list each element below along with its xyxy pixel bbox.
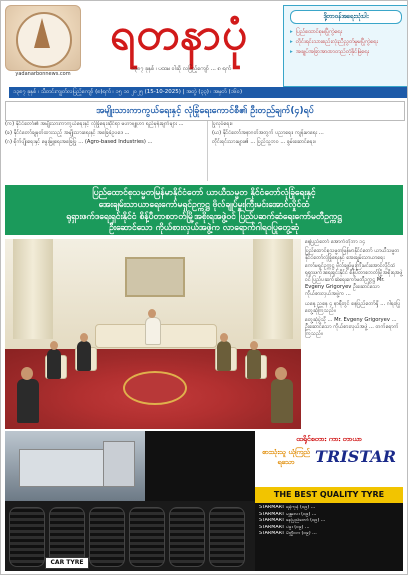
guide-item: ▸ အချုပ်အခြာအာဏာတည်တံ့ခိုင်မြဲရေး [290, 48, 402, 56]
website-url: yadanarbonnews.com [15, 71, 71, 77]
main-headline-box [5, 185, 403, 235]
main-headline-line: ဦးဆောင်သော ကိုယ်စားလှယ်အဖွဲ့က လာရောက်ဂါရဝပြုတွေ့ဆုံ [109, 223, 299, 233]
best-quality-banner: THE BEST QUALITY TYRE [255, 487, 403, 503]
brand-mm-text: ထရိုင်စတား ကား တာယာ [296, 435, 362, 443]
main-headline-line: ရုရှားဖက်ဒရေးရှင်းနိုင်ငံ စိန့်ပီတာစဘတ်မြို့အစိုးရအဖွဲ့ဝင် ပြည်ပဆက်ဆံရေးကော်မတီဥက္ကဋ္ဌ [66, 212, 342, 222]
tyre-icon [209, 507, 245, 567]
dealer-contact: STARMART ရန်ကုန် (၀၉) ... [259, 505, 316, 510]
dealer-contact: STARMART ပဲခူး (၀၉) ... [259, 524, 310, 530]
meeting-photo [5, 239, 301, 429]
tyres-image [5, 501, 255, 571]
objective-paragraph: (ဃ) နိုင်ငံတော်အနာဂတ်အတွက် ပညာရေး၊ ကျန်းမာရေး ... [212, 130, 324, 136]
guide-item: ▸ တိုင်းရင်းသားစည်းလုံးညီညွတ်မှုမပြိုကွဲရေး [290, 38, 402, 46]
car-tyre-tag: CAR TYRE [45, 557, 89, 569]
objectives-left-column [5, 121, 201, 181]
tyre-icon [129, 507, 165, 567]
article-paragraph: တွေ့ဆုံပွဲသို့ ... Mr. Evgeny Grigoryev ... ဦးဆောင်သော ကိုယ်စားလှယ်အဖွဲ့ ... တက်ရောက်ကြသည်။ [305, 317, 399, 338]
dateline-bar: ၁၃၈၇ ခုနှစ် ၊ သီတင်းကျွတ်လပြည့်ကျော် (၈)ရက် ၊ ၁၅ ၁၀ ၂၀၂၅ (15-10-2025) | အတွဲ (၃၃) ၊ အမှတ် (၁၆၀) [9, 87, 407, 98]
guide-box [283, 5, 408, 87]
objective-paragraph: (ဂ) စိုက်ပျိုးရေးနှင့် မွေးမြူရေးအခြေပြု ... (Agro-based Industries) ... [5, 139, 153, 145]
brand-panel [255, 431, 403, 487]
tyre-icon [169, 507, 205, 567]
dealer-contact: STARMART နေပြည်တော် (၀၉) ... [259, 518, 326, 524]
objectives-right-column [207, 121, 403, 181]
article-side-text [305, 239, 403, 454]
tyre-icon [9, 507, 45, 567]
article-paragraph: နေပြည်တော် အောက်တိုဘာ ၁၄ [305, 239, 366, 245]
headline-objectives-text: အမျိုးသားကာကွယ်ရေးနှင့် လုံခြုံရေးကောင်စီ၏ ဦးတည်ချက်(၄)ရပ် [96, 106, 314, 116]
objective-paragraph: ပြုလုပ်ရေး။ [212, 121, 233, 127]
guide-title: ဒို့တာဝန်အရေးသုံးပါး [290, 10, 402, 24]
guide-item: ▸ ပြည်ထောင်စုမပြိုကွဲရေး [290, 28, 402, 36]
objective-paragraph: တိုင်းရင်းသားများ၏ ... ပြည်သူ့ဘဝ ... စွမ်းဆောင်ရေး။ [212, 139, 316, 145]
main-headline-line: ပြည်ထောင်စုသမ္မတမြန်မာနိုင်ငံတော် ယာယီသမ္မတ နိုင်ငံတော်လုံခြုံရေးနှင့် [92, 188, 316, 198]
tyre-icon [89, 507, 125, 567]
article-paragraph: ယနေ့ ညနေ ၄ နာရီတွင် နေပြည်တော်ရှိ ... ဂါရဝပြုတွေ့ဆုံကြသည်။ [305, 300, 401, 314]
newspaper-title: ရတနာပုံ [109, 9, 249, 60]
headline-objectives [5, 101, 405, 121]
objectives-columns [5, 121, 403, 181]
truck-image [5, 431, 145, 501]
brand-tagline: စားသုံးသူ ယုံကြည်ရသော [262, 448, 310, 466]
tyre-advertisement[interactable] [5, 431, 403, 571]
objective-paragraph: (က) နိုင်ငံတော်၏ အမျိုးသားကာကွယ်ရေးနှင့် လုံခြုံရေးဆိုင်ရာ မဟာဗျူဟာ ရည်မှန်းချက်များ ... [5, 121, 184, 127]
masthead-subline: ၁၃၈၇ ခုနှစ် ၊ ပထမ ဝါဆို လပြည့်ကျော် ... ၈ ရက် [130, 66, 232, 72]
pagoda-logo-icon [5, 5, 81, 71]
dealer-contact: STARMART မန္တလေး (၀၉) ... [259, 511, 317, 517]
article-paragraph: ပြည်ထောင်စုသမ္မတမြန်မာနိုင်ငံတော် ယာယီသမ္မတ နိုင်ငံတော်လုံခြုံရေးနှင့် အေးချမ်းသာယာရေးကော်မရှင်ဥက္ကဋ္ဌ ဗိုလ်ချုပ်မှူးကြီးမင်းအောင်လှိုင်ထံ ရုရှားဖက်ဒရေးရှင်းနိုင်ငံ စိန့်ပီတာစဘတ်မြို့အစိုးရအဖွဲ့ဝင် ပြည်ပဆက်ဆံရေးကော်မတီဥက္ကဋ္ဌ Mr. Evgeny Grigoryev ဦးဆောင်သော ကိုယ်စားလှယ်အဖွဲ့က ... [305, 248, 403, 298]
dealer-contact: STARMART မိတ္ထီလာ (၀၉) ... [259, 531, 317, 537]
brand-name: TRISTAR [315, 447, 396, 466]
main-headline-line: အေးချမ်းသာယာရေးကော်မရှင်ဥက္ကဋ္ဌ ဗိုလ်ချုပ်မှူးကြီးမင်းအောင်လှိုင်ထံ [98, 200, 310, 210]
masthead [5, 5, 405, 99]
dealer-contacts [259, 505, 403, 538]
objective-paragraph: (ခ) နိုင်ငံတော်ချမှတ်ထားသည့် အမျိုးသားရေးနှင့် အခြေခံဥပဒေ ... [5, 130, 130, 136]
